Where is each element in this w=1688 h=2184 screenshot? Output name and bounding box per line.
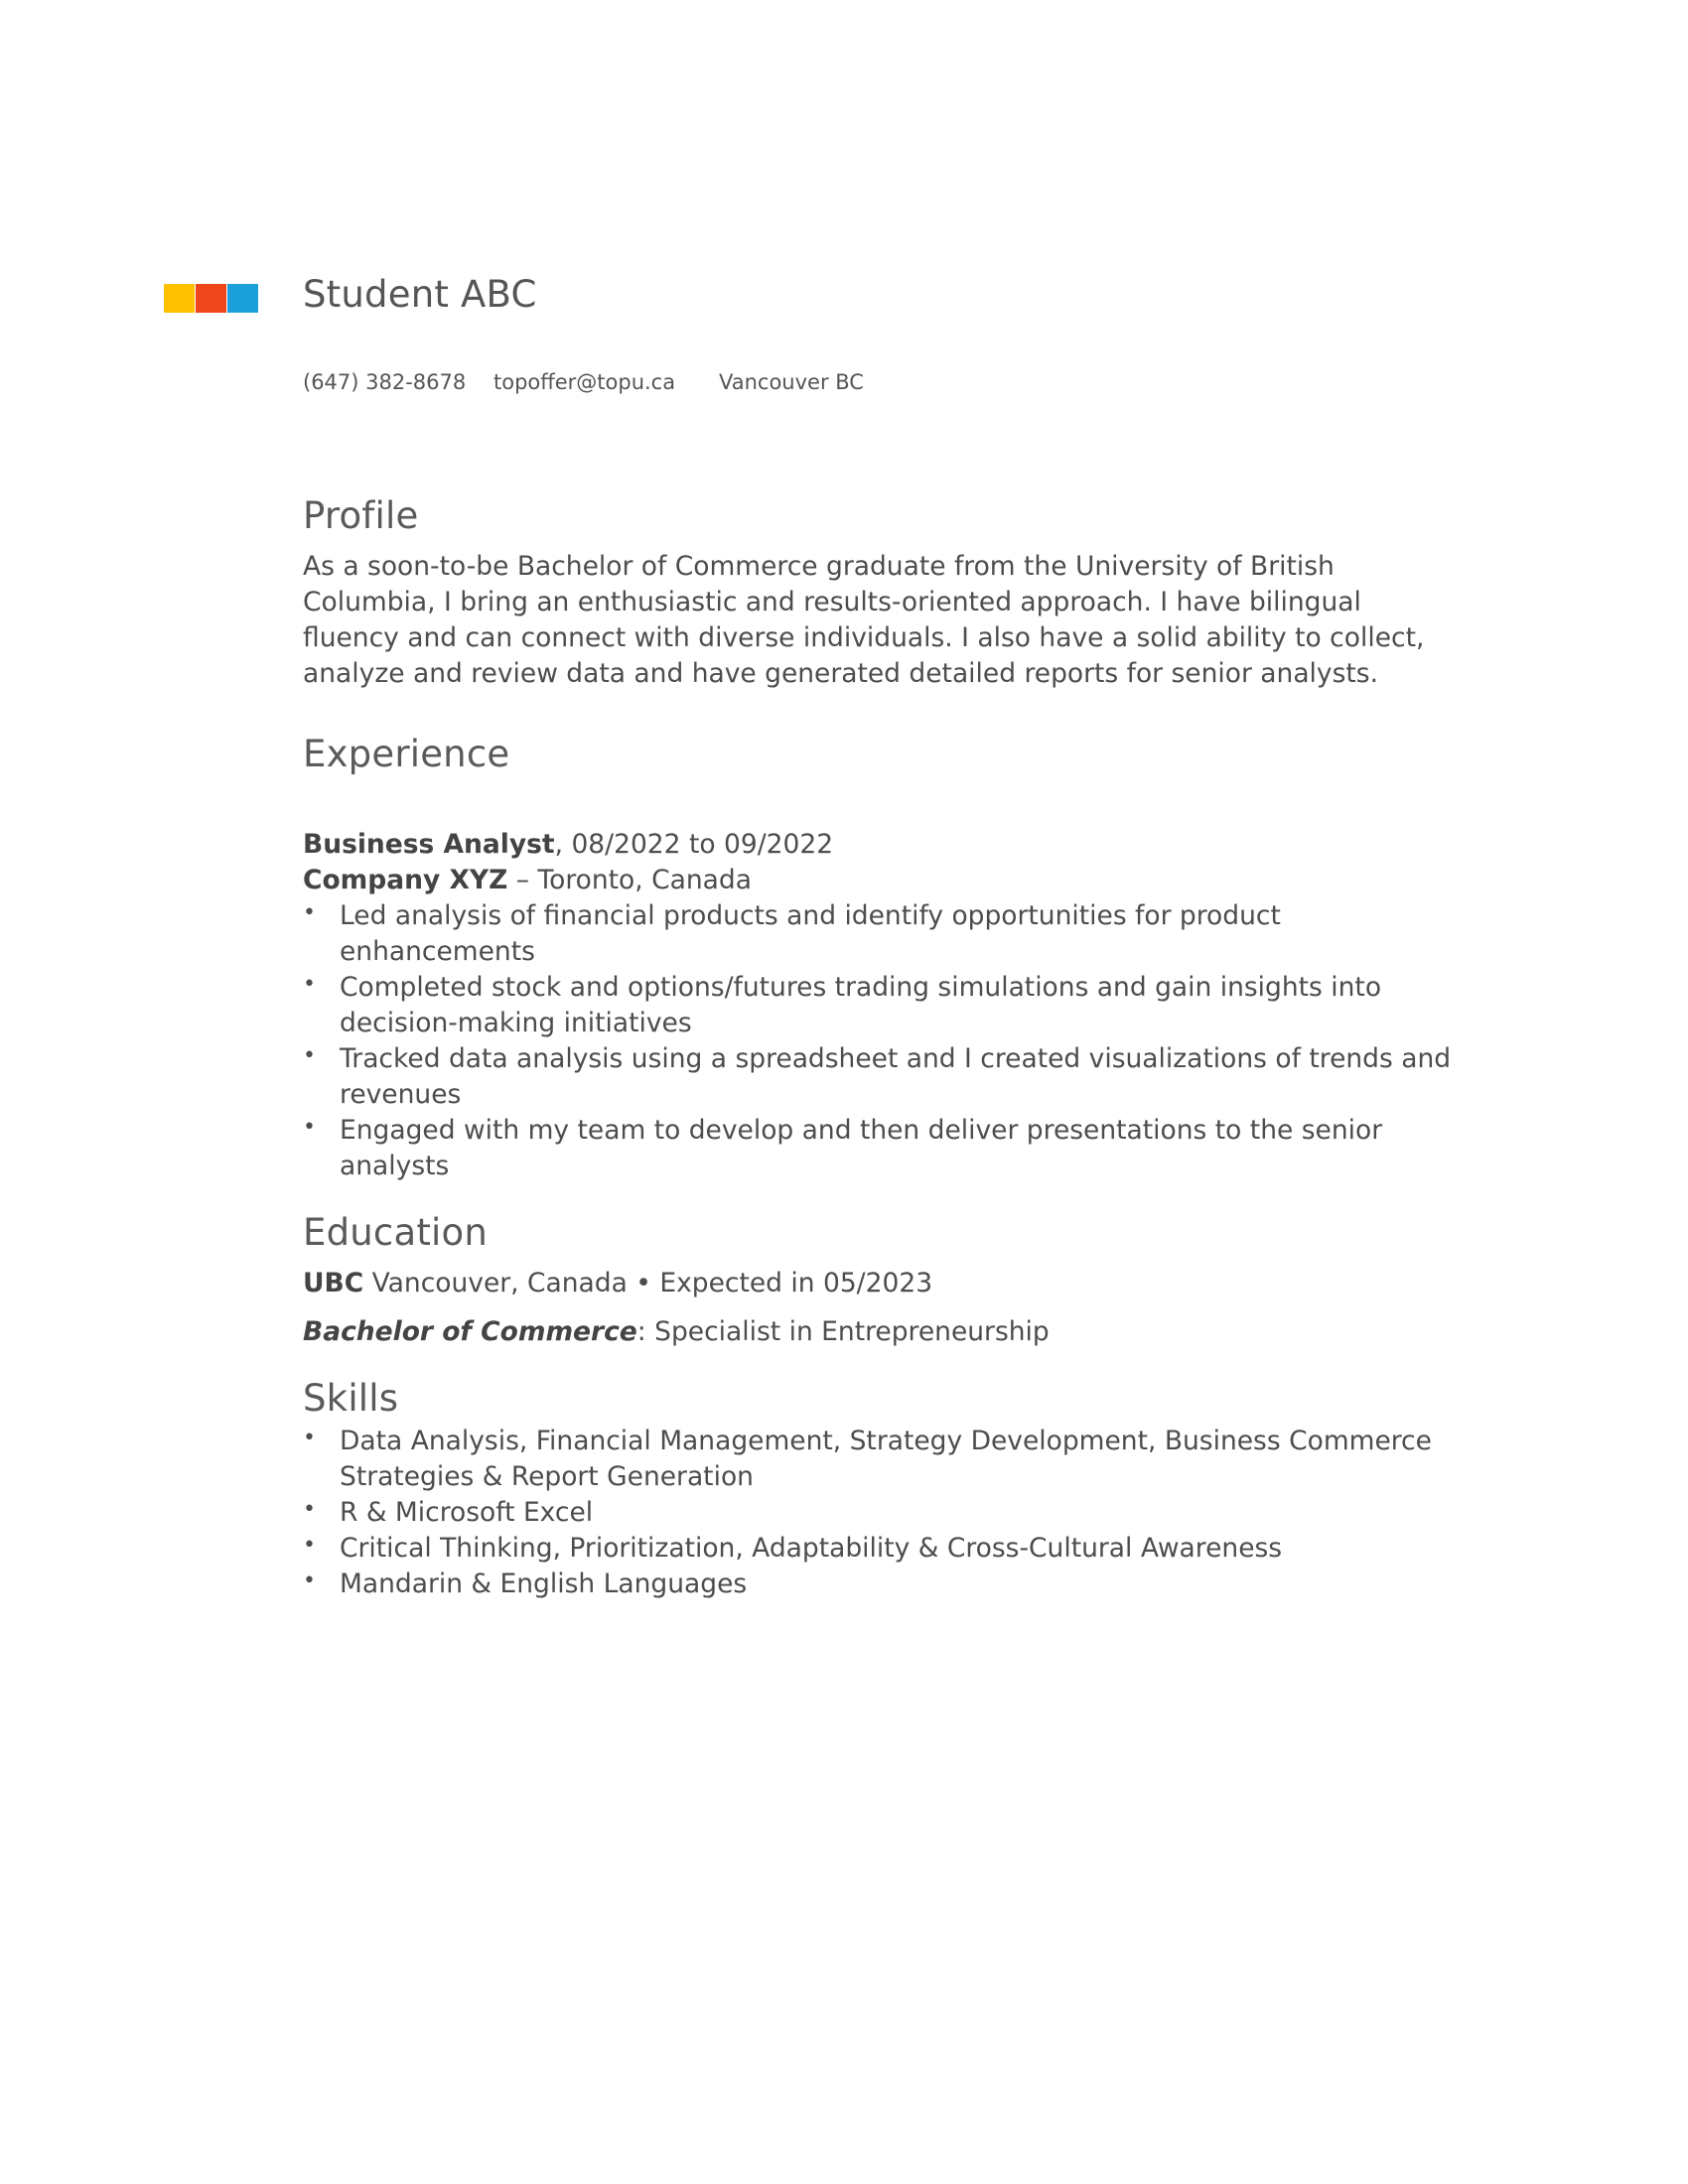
list-item: • Tracked data analysis using a spreadsheet and I created visualizations of trends and revenues — [303, 1043, 1452, 1110]
location: Vancouver BC — [719, 370, 864, 394]
education-degree-line — [303, 1314, 1455, 1350]
bullet-icon: • — [303, 1115, 316, 1140]
profile-text: As a soon-to-be Bachelor of Commerce graduate from the University of British Columbia, I bring an enthusiastic and results-oriented approach. I have bilingual fluency and can connect with diverse individuals. I also have a solid ability to collect, analyze and review data and have generated detailed reports for senior analysts. — [303, 551, 1425, 689]
bullet-icon: • — [303, 1426, 316, 1450]
contact-info — [303, 370, 864, 394]
education-section — [303, 1208, 1455, 1350]
bullet-icon: • — [303, 1043, 316, 1068]
profile-heading: Profile — [303, 494, 419, 537]
job-title-line — [303, 827, 1455, 863]
skills-section — [303, 1374, 1455, 1602]
bullet-icon: • — [303, 1497, 316, 1522]
logo-color-blocks — [164, 284, 258, 313]
job-title: Business Analyst — [303, 829, 555, 860]
list-item: • Engaged with my team to develop and then deliver presentations to the senior analysts — [303, 1115, 1383, 1181]
skills-heading: Skills — [303, 1377, 399, 1420]
phone-number: (647) 382-8678 — [303, 370, 467, 394]
company-name: Company XYZ — [303, 865, 508, 895]
logo-block-blue — [227, 284, 258, 313]
email-address: topoffer@topu.ca — [493, 370, 676, 394]
list-item: • Mandarin & English Languages — [303, 1569, 748, 1599]
logo-block-yellow — [164, 284, 195, 313]
bullet-icon: • — [303, 1533, 316, 1558]
school-name: UBC — [303, 1268, 364, 1298]
bullet-icon: • — [303, 972, 316, 997]
candidate-name: Student ABC — [303, 273, 537, 316]
job-dates: , 08/2022 to 09/2022 — [554, 829, 834, 860]
skills-list — [303, 1424, 1455, 1602]
list-item: • Data Analysis, Financial Management, Strategy Development, Business Commerce Strategies & Report Generation — [303, 1426, 1432, 1492]
company-location: – Toronto, Canada — [507, 865, 752, 895]
list-item: • Led analysis of financial products and identify opportunities for product enhancements — [303, 900, 1281, 967]
school-detail: Vancouver, Canada • Expected in 05/2023 — [363, 1268, 933, 1298]
resume-content — [303, 491, 1455, 1602]
degree-name: Bachelor of Commerce — [303, 1316, 637, 1347]
logo-block-red — [196, 284, 226, 313]
list-item: • Critical Thinking, Prioritization, Adaptability & Cross-Cultural Awareness — [303, 1533, 1283, 1564]
list-item: • R & Microsoft Excel — [303, 1497, 594, 1528]
bullet-icon: • — [303, 900, 316, 925]
profile-section — [303, 491, 1455, 692]
education-heading: Education — [303, 1211, 489, 1254]
experience-heading: Experience — [303, 733, 510, 775]
job-bullets — [303, 898, 1455, 1184]
experience-section — [303, 730, 1455, 1184]
degree-detail: : Specialist in Entrepreneurship — [636, 1316, 1050, 1347]
list-item: • Completed stock and options/futures trading simulations and gain insights into decision-making initiatives — [303, 972, 1382, 1038]
education-school-line — [303, 1266, 1455, 1301]
company-line — [303, 863, 1455, 898]
bullet-icon: • — [303, 1569, 316, 1593]
